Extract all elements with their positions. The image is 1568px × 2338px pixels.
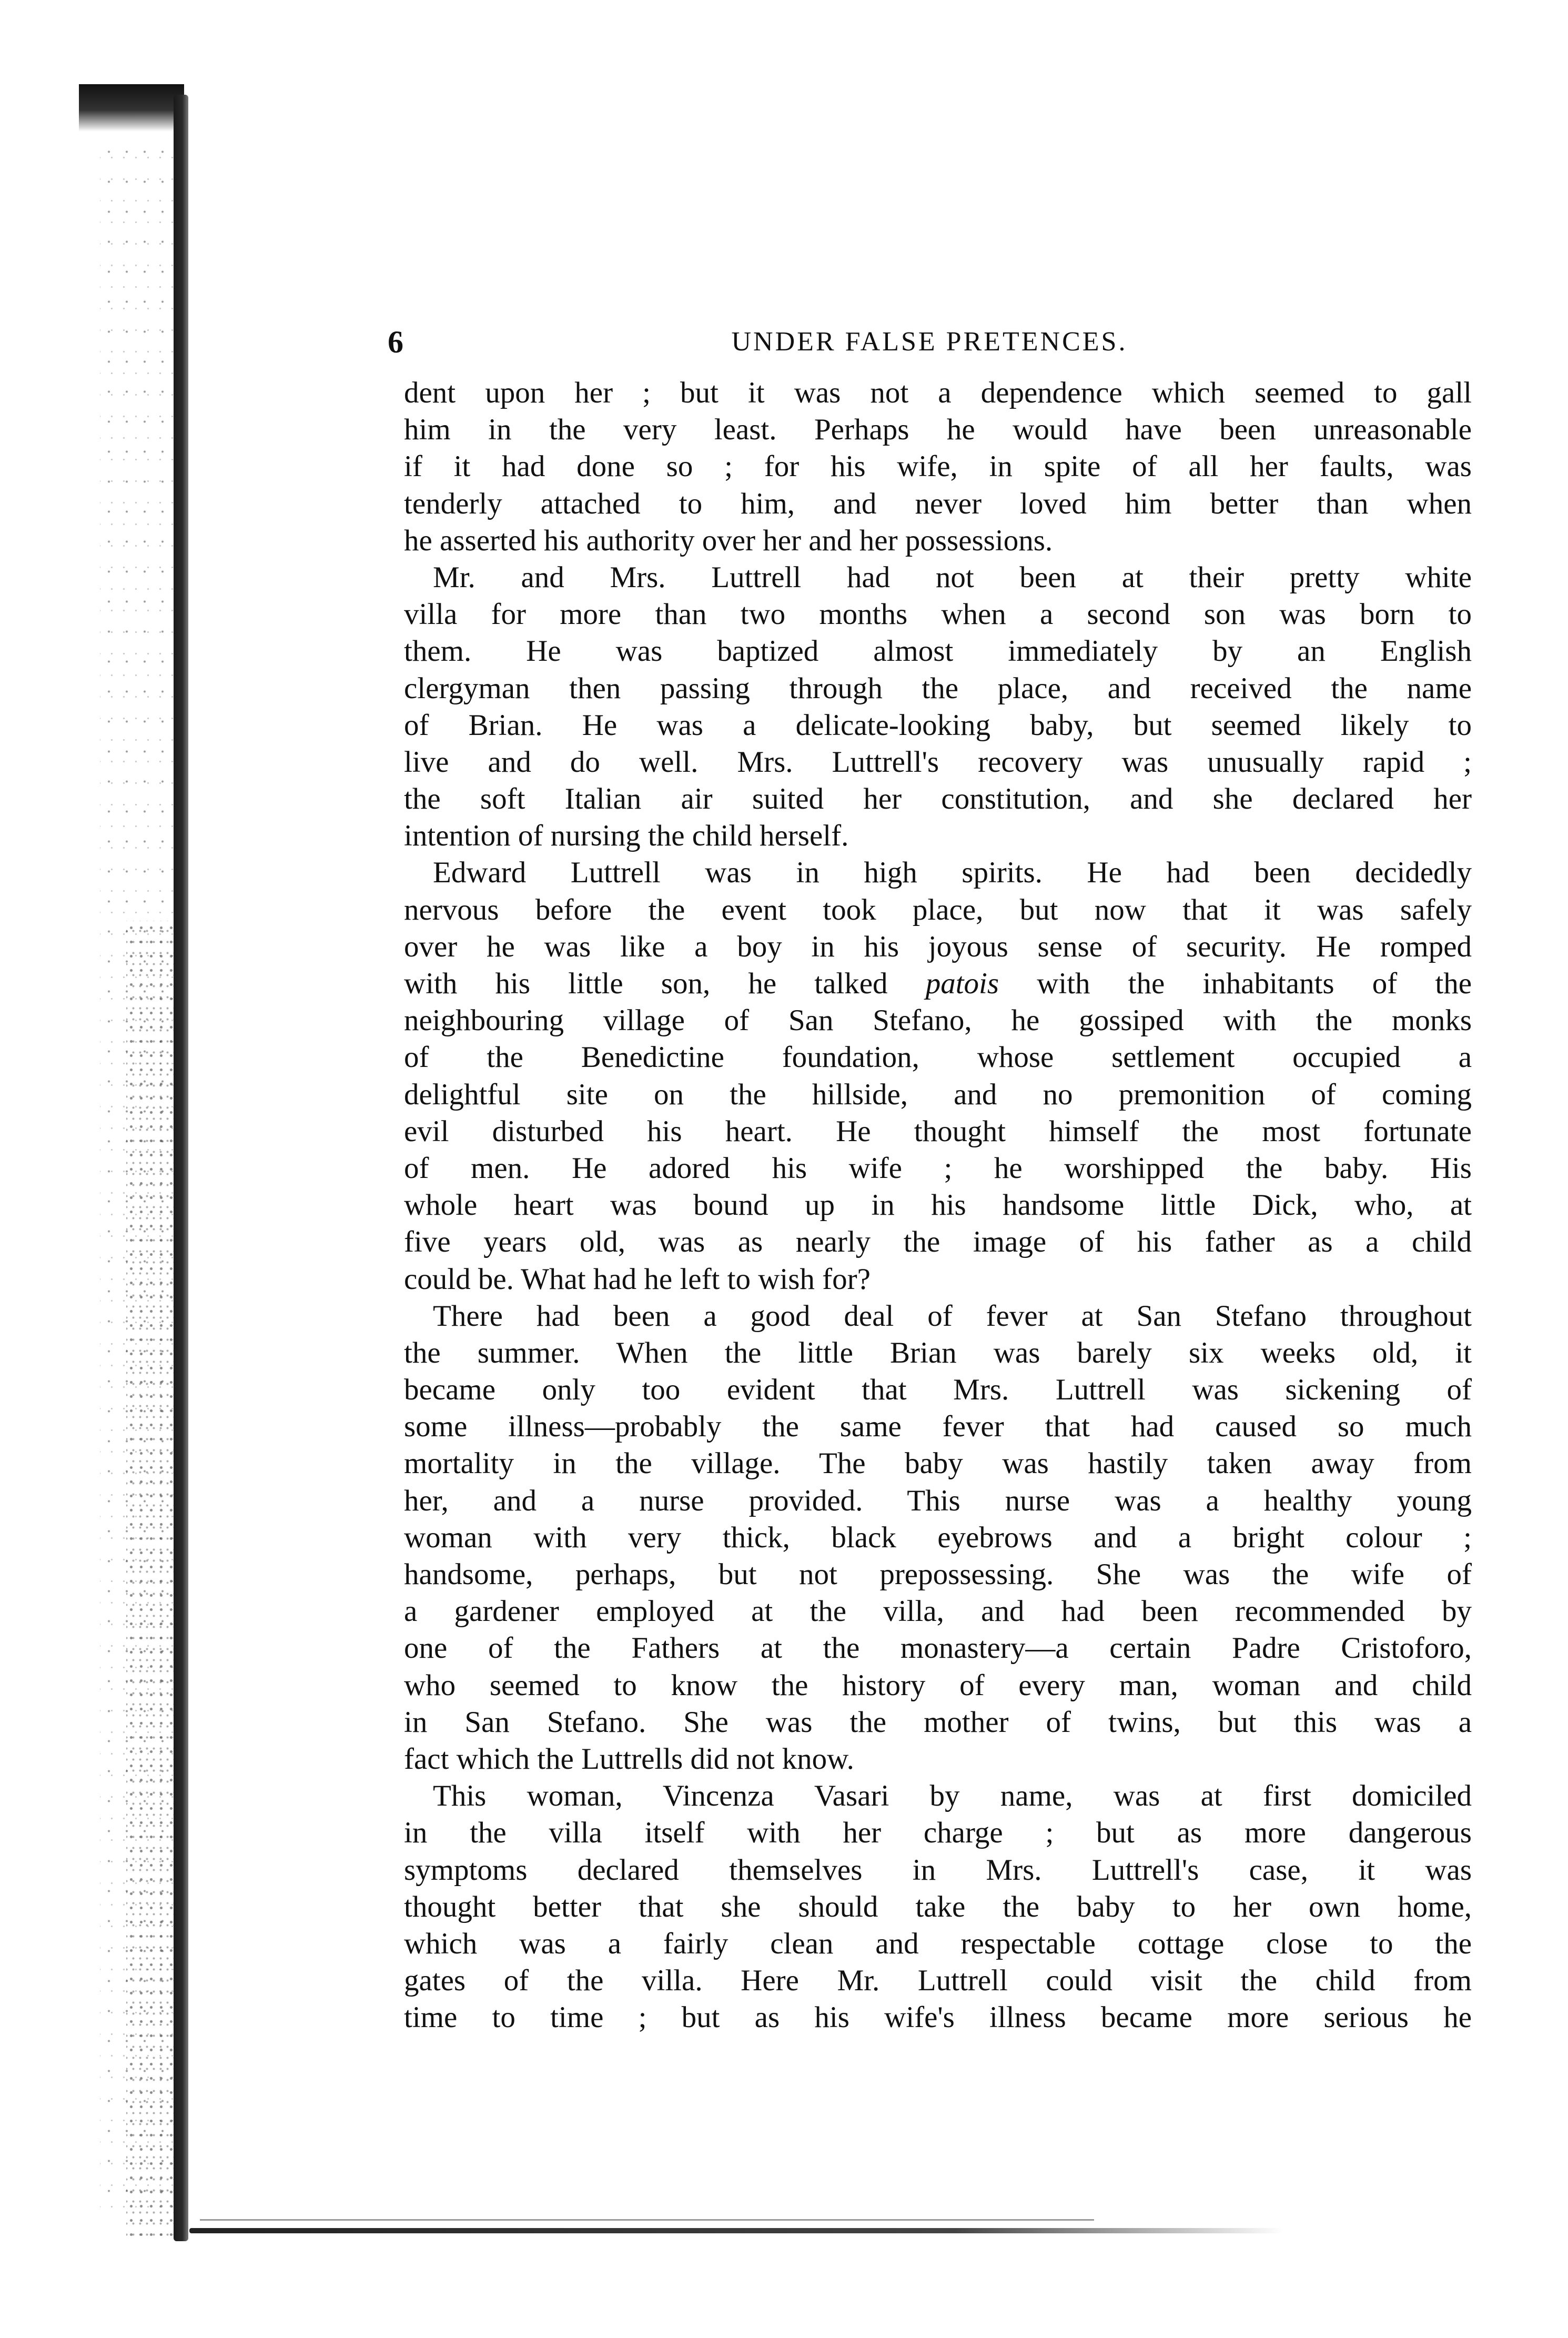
- text-line: neighbouring village of San Stefano, he gossiped with the monks: [404, 1004, 1472, 1037]
- text-line: fact which the Luttrells did not know.: [404, 1742, 854, 1776]
- text-line: time to time ; but as his wife's illness became more serious he: [404, 2001, 1472, 2034]
- paragraph: [404, 1778, 1472, 2036]
- scan-artifact-bottom-edge: [189, 2228, 1283, 2233]
- text-line: evil disturbed his heart. He thought himself the most fortunate: [404, 1114, 1472, 1148]
- text-line: five years old, was as nearly the image of his father as a child: [404, 1225, 1472, 1259]
- text-line: This woman, Vincenza Vasari by name, was at first domiciled: [433, 1779, 1472, 1813]
- page-binding-edge: [174, 95, 188, 2241]
- text-line: intention of nursing the child herself.: [404, 819, 849, 853]
- text-line: one of the Fathers at the monastery—a certain Padre Cristoforo,: [404, 1631, 1472, 1665]
- text-line: Edward Luttrell was in high spirits. He had been decidedly: [433, 856, 1472, 890]
- running-head: [388, 321, 1471, 363]
- text-line: could be. What had he left to wish for?: [404, 1262, 871, 1296]
- text-line: the summer. When the little Brian was barely six weeks old, it: [404, 1336, 1472, 1369]
- text-line: thought better that she should take the baby to her own home,: [404, 1890, 1472, 1923]
- scan-artifact-bottom-thin-line: [200, 2219, 1094, 2221]
- text-line: gates of the villa. Here Mr. Luttrell could visit the child from: [404, 1964, 1472, 1998]
- paragraph: [404, 375, 1472, 559]
- text-line: handsome, perhaps, but not prepossessing. She was the wife of: [404, 1558, 1472, 1591]
- scan-artifact-top-left: [79, 84, 184, 132]
- text-line: live and do well. Mrs. Luttrell's recovery was unusually rapid ;: [404, 745, 1472, 779]
- text-line: dent upon her ; but it was not a dependence which seemed to gall: [404, 376, 1472, 409]
- text-line: Mr. and Mrs. Luttrell had not been at their pretty white: [433, 560, 1472, 594]
- text-line: he asserted his authority over her and her possessions.: [404, 523, 1053, 557]
- text-line: him in the very least. Perhaps he would have been unreasonable: [404, 413, 1472, 447]
- page-number: 6: [388, 325, 403, 359]
- text-line: tenderly attached to him, and never loved him better than when: [404, 487, 1472, 520]
- text-line: which was a fairly clean and respectable cottage close to the: [404, 1927, 1472, 1960]
- page-header-title: UNDER FALSE PRETENCES.: [731, 327, 1128, 357]
- text-line: There had been a good deal of fever at San Stefano throughout: [433, 1299, 1472, 1333]
- text-line: of men. He adored his wife ; he worshipped the baby. His: [404, 1151, 1472, 1185]
- text-line: some illness—probably the same fever that had caused so much: [404, 1410, 1472, 1444]
- paragraph: [404, 559, 1472, 855]
- text-line: nervous before the event took place, but now that it was safely: [404, 893, 1472, 926]
- text-line: in San Stefano. She was the mother of twins, but this was a: [404, 1705, 1472, 1739]
- text-line: a gardener employed at the villa, and had been recommended by: [404, 1595, 1472, 1628]
- paragraph: [404, 854, 1472, 1297]
- text-line: if it had done so ; for his wife, in spite of all her faults, was: [404, 450, 1472, 483]
- text-line: the soft Italian air suited her constitution, and she declared her: [404, 782, 1472, 816]
- text-line: woman with very thick, black eyebrows and a bright colour ;: [404, 1520, 1472, 1554]
- text-line: villa for more than two months when a second son was born to: [404, 598, 1472, 631]
- text-line: with his little son, he talked patois with the inhabitants of the: [404, 967, 1472, 1000]
- paragraph: [404, 1298, 1472, 1778]
- body-text: [404, 375, 1472, 2036]
- text-line: of Brian. He was a delicate-looking baby, but seemed likely to: [404, 708, 1472, 742]
- text-line: delightful site on the hillside, and no premonition of coming: [404, 1077, 1472, 1111]
- text-line: symptoms declared themselves in Mrs. Luttrell's case, it was: [404, 1853, 1472, 1887]
- text-line: in the villa itself with her charge ; but as more dangerous: [404, 1816, 1472, 1850]
- text-line: became only too evident that Mrs. Luttrell was sickening of: [404, 1373, 1472, 1407]
- text-line: them. He was baptized almost immediately by an English: [404, 634, 1472, 668]
- text-line: her, and a nurse provided. This nurse was a healthy young: [404, 1484, 1472, 1517]
- text-line: who seemed to know the history of every man, woman and child: [404, 1668, 1472, 1702]
- text-line: of the Benedictine foundation, whose settlement occupied a: [404, 1041, 1472, 1074]
- text-line: over he was like a boy in his joyous sense of security. He romped: [404, 930, 1472, 963]
- text-line: clergyman then passing through the place, and received the name: [404, 671, 1472, 705]
- text-line: whole heart was bound up in his handsome little Dick, who, at: [404, 1188, 1472, 1222]
- text-line: mortality in the village. The baby was hastily taken away from: [404, 1447, 1472, 1480]
